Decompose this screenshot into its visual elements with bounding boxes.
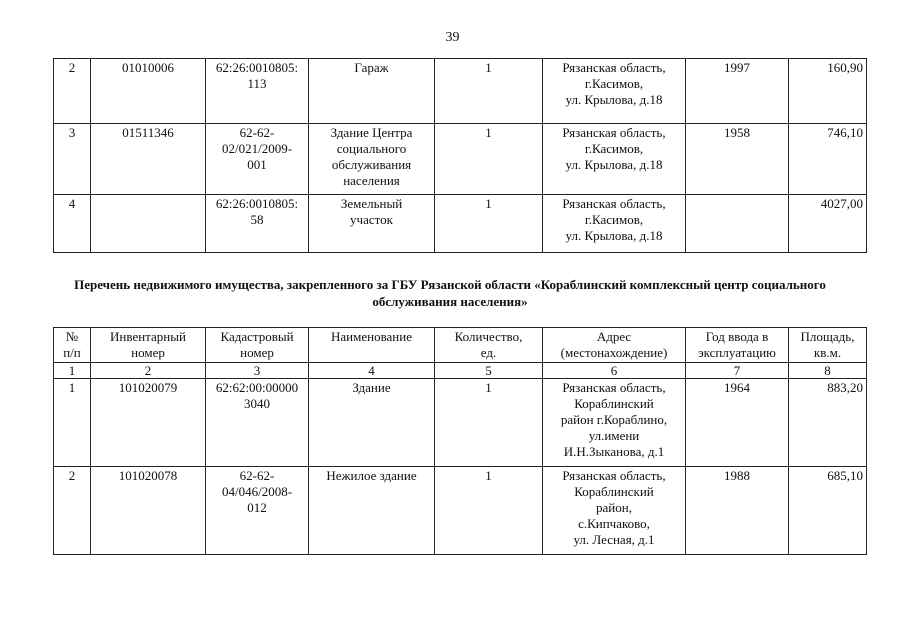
- col-number: 2: [91, 363, 206, 379]
- header-quantity: Количество, ед.: [435, 328, 543, 363]
- header-inventory: Инвентарный номер: [91, 328, 206, 363]
- cell-name: Здание Центра социального обслуживания населения: [309, 124, 435, 195]
- cell-inventory: 101020078: [91, 467, 206, 555]
- col-number: 3: [206, 363, 309, 379]
- cell-quantity: 1: [435, 59, 543, 124]
- cell-area: 685,10: [789, 467, 867, 555]
- cell-address: Рязанская область, г.Касимов, ул. Крылова, д.18: [543, 124, 686, 195]
- cell-cadastral: 62:26:0010805: 113: [206, 59, 309, 124]
- header-name: Наименование: [309, 328, 435, 363]
- cell-year: 1958: [686, 124, 789, 195]
- cell-year: 1997: [686, 59, 789, 124]
- col-number: 6: [543, 363, 686, 379]
- cell-address: Рязанская область, Кораблинский район г.Кораблино, ул.имени И.Н.Зыканова, д.1: [543, 379, 686, 467]
- cell-quantity: 1: [435, 195, 543, 253]
- table-row: [54, 467, 867, 555]
- table-header-row: [54, 328, 867, 363]
- cell-area: 883,20: [789, 379, 867, 467]
- cell-number: 2: [54, 467, 91, 555]
- cell-inventory: 101020079: [91, 379, 206, 467]
- table-row: [54, 124, 867, 195]
- cell-address: Рязанская область, г.Касимов, ул. Крылова, д.18: [543, 59, 686, 124]
- cell-cadastral: 62:62:00:00000 3040: [206, 379, 309, 467]
- cell-number: 4: [54, 195, 91, 253]
- property-table-kasimov: [53, 58, 867, 253]
- cell-inventory: 01010006: [91, 59, 206, 124]
- cell-name: Нежилое здание: [309, 467, 435, 555]
- table-row: [54, 379, 867, 467]
- col-number: 7: [686, 363, 789, 379]
- cell-name: Здание: [309, 379, 435, 467]
- cell-cadastral: 62-62- 02/021/2009- 001: [206, 124, 309, 195]
- column-number-row: [54, 363, 867, 379]
- cell-year: 1964: [686, 379, 789, 467]
- col-number: 8: [789, 363, 867, 379]
- cell-area: 746,10: [789, 124, 867, 195]
- cell-cadastral: 62-62- 04/046/2008- 012: [206, 467, 309, 555]
- cell-year: [686, 195, 789, 253]
- table-row: [54, 195, 867, 253]
- col-number: 5: [435, 363, 543, 379]
- cell-name: Гараж: [309, 59, 435, 124]
- cell-quantity: 1: [435, 379, 543, 467]
- header-area: Площадь, кв.м.: [789, 328, 867, 363]
- page-number: 39: [445, 30, 460, 45]
- header-year: Год ввода в эксплуатацию: [686, 328, 789, 363]
- header-number: № п/п: [54, 328, 91, 363]
- cell-area: 160,90: [789, 59, 867, 124]
- cell-address: Рязанская область, Кораблинский район, с.Кипчаково, ул. Лесная, д.1: [543, 467, 686, 555]
- cell-year: 1988: [686, 467, 789, 555]
- cell-inventory: [91, 195, 206, 253]
- cell-cadastral: 62:26:0010805: 58: [206, 195, 309, 253]
- cell-number: 2: [54, 59, 91, 124]
- col-number: 4: [309, 363, 435, 379]
- col-number: 1: [54, 363, 91, 379]
- cell-address: Рязанская область, г.Касимов, ул. Крылова, д.18: [543, 195, 686, 253]
- section-title: Перечень недвижимого имущества, закрепленного за ГБУ Рязанской области «Кораблинский комплексный центр социального обслуживания населения»: [74, 277, 826, 309]
- cell-number: 3: [54, 124, 91, 195]
- cell-number: 1: [54, 379, 91, 467]
- cell-quantity: 1: [435, 467, 543, 555]
- property-table-korablino: [53, 327, 867, 555]
- cell-name: Земельный участок: [309, 195, 435, 253]
- header-address: Адрес (местонахождение): [543, 328, 686, 363]
- cell-quantity: 1: [435, 124, 543, 195]
- cell-inventory: 01511346: [91, 124, 206, 195]
- cell-area: 4027,00: [789, 195, 867, 253]
- header-cadastral: Кадастровый номер: [206, 328, 309, 363]
- table-row: [54, 59, 867, 124]
